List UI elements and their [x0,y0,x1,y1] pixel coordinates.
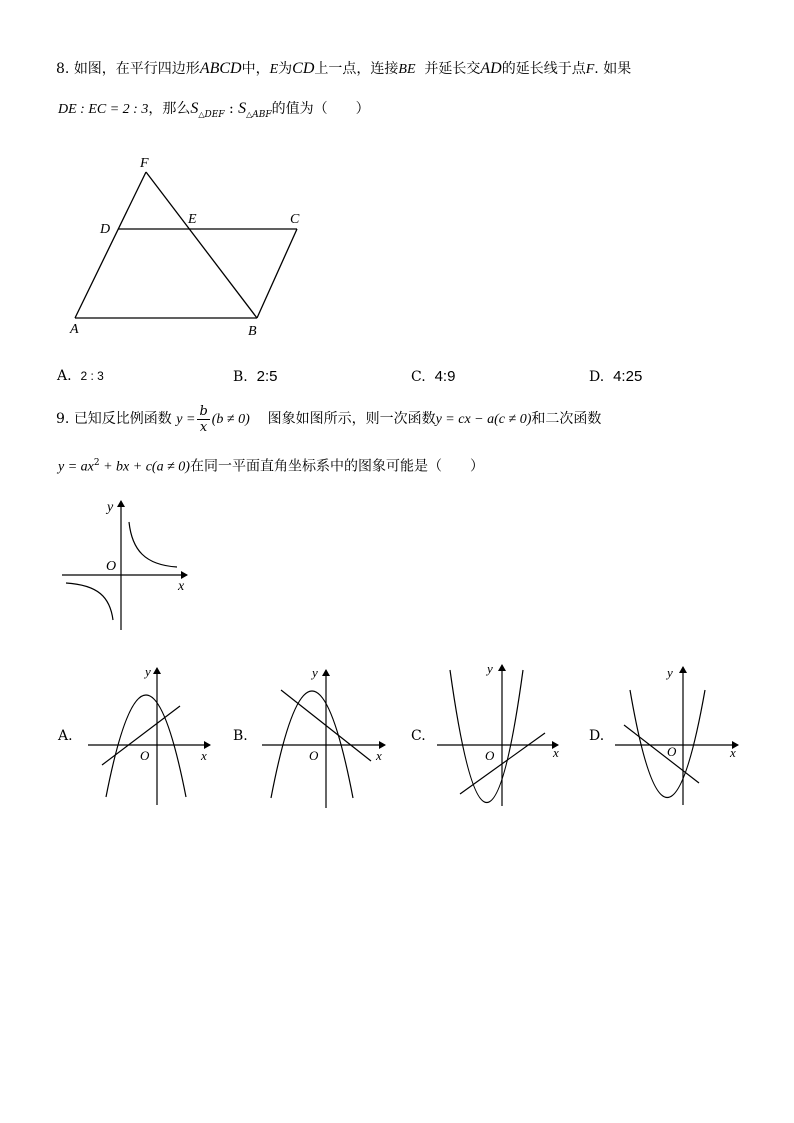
q8-text-7: . 如果 [594,61,632,77]
q9-b-x-label: x [376,748,382,763]
q8-option-a-letter: A. [57,368,72,384]
q8-option-d-letter: D. [589,369,605,385]
q8-line-1 [56,59,631,80]
q9-option-a[interactable] [58,728,73,744]
q9-c-x-label: x [553,745,559,760]
q8-text-6: 的延长线于点 [501,61,586,77]
q8-be: BE [398,62,416,77]
q8-area-abf-sub: ABF [252,110,272,120]
q8-line-2 [58,99,370,121]
q9-c-y-label: y [487,661,493,676]
q8-option-d-value: 4:25 [613,368,643,385]
q9-option-c-letter: C. [411,728,426,744]
q9-linear: y = cx − a(c ≠ 0) [435,412,532,427]
q9-option-b-letter: B. [233,728,248,744]
q9-main-origin-label: O [106,559,117,574]
q9-c-origin-label: O [485,748,495,763]
q8-number: 8. [56,61,70,77]
q8-option-d[interactable] [589,368,642,385]
q8-area-def-sub: DEF [204,110,225,120]
q9-a-y-label: y [145,664,151,679]
q8-text-2: 中， [241,61,270,77]
q8-text-3: 为 [278,61,293,77]
q9-frac-num: b [199,403,208,419]
q9-d-origin-label: O [667,744,677,759]
q9-number: 9. [56,411,70,427]
q9-text-4: 在同一平面直角坐标系中的图象可能是（ ） [189,458,484,475]
q8-label-a: A [70,322,79,337]
q8-label-b: B [248,324,257,339]
q8-text-1: 如图，在平行四边形 [73,61,200,77]
q9-quad-2: + bx + c(a ≠ 0) [99,459,190,475]
q8-colon: : [224,101,239,117]
q8-e: E [269,62,279,77]
q9-cond-1: (b ≠ 0) [211,412,250,427]
q8-label-d: D [100,222,111,237]
q9-y-eq: y = [176,412,196,427]
q8-segment-fb [146,172,257,318]
q9-text-3: 和二次函数 [531,411,602,427]
q9-option-d-letter: D. [589,728,605,744]
q8-triangle-symbol-2: △ [246,110,253,119]
q8-label-e: E [188,212,197,227]
q9-frac-den: x [199,419,208,435]
q8-option-a[interactable] [57,368,104,384]
q8-text-8: ，那么 [148,101,191,117]
q8-segment-af [75,172,146,318]
q9-a-line [102,706,180,765]
q9-d-x-label: x [730,745,736,760]
q9-b-line [281,690,371,761]
q9-line-2 [58,453,484,478]
q8-area-abf-s: S [238,100,247,117]
q8-text-4: 上一点，连接 [314,61,399,77]
q9-b-parabola [271,691,353,798]
q8-abcd: ABCD [199,60,242,77]
q9-a-x-label: x [201,748,207,763]
q9-b-origin-label: O [309,748,319,763]
q9-d-y-label: y [667,665,673,680]
q8-text-9: 的值为（ ） [271,101,370,117]
q8-option-b-value: 2:5 [256,368,278,385]
q9-a-parabola [106,695,186,797]
q8-option-a-value: 2 : 3 [80,369,104,383]
q8-option-c-value: 4:9 [434,368,456,385]
q9-option-c[interactable] [411,728,426,744]
q9-hyperbola-branch-2 [66,583,113,620]
q9-fraction [197,404,209,435]
q9-option-d[interactable] [589,728,604,744]
q9-text-1: 已知反比例函数 [73,411,172,427]
q8-label-f: F [140,156,149,171]
q8-ratio-given: DE : EC = 2 : 3 [58,102,149,117]
q8-area-def-s: S [190,100,199,117]
q9-c-parabola [450,670,523,803]
q9-d-line [624,725,699,783]
q9-hyperbola-branch-1 [129,522,177,567]
q8-option-b[interactable] [233,368,278,385]
q9-option-a-letter: A. [58,728,73,744]
q8-label-c: C [290,212,300,227]
q9-text-2: 图象如图所示，则一次函数 [267,411,436,427]
q8-option-c-letter: C. [411,369,426,385]
q8-triangle-symbol-1: △ [198,110,205,119]
q8-segment-cb [257,229,297,318]
q9-quad-exp: 2 [93,458,100,468]
q9-a-origin-label: O [140,748,150,763]
q9-d-parabola [630,690,705,798]
q8-option-c[interactable] [411,368,455,385]
q9-line-1 [56,400,601,439]
q9-c-line [460,733,545,794]
q9-main-y-label: y [107,500,114,515]
q9-quad-1: y = ax [58,459,94,475]
q9-main-x-label: x [178,579,185,594]
q8-ad: AD [480,60,502,77]
q8-f: F [585,62,595,77]
q9-b-y-label: y [312,665,318,680]
q8-text-5: 并延长交 [424,61,481,77]
q8-cd: CD [292,60,315,77]
q8-option-b-letter: B. [233,369,248,385]
q9-option-b[interactable] [233,728,248,744]
